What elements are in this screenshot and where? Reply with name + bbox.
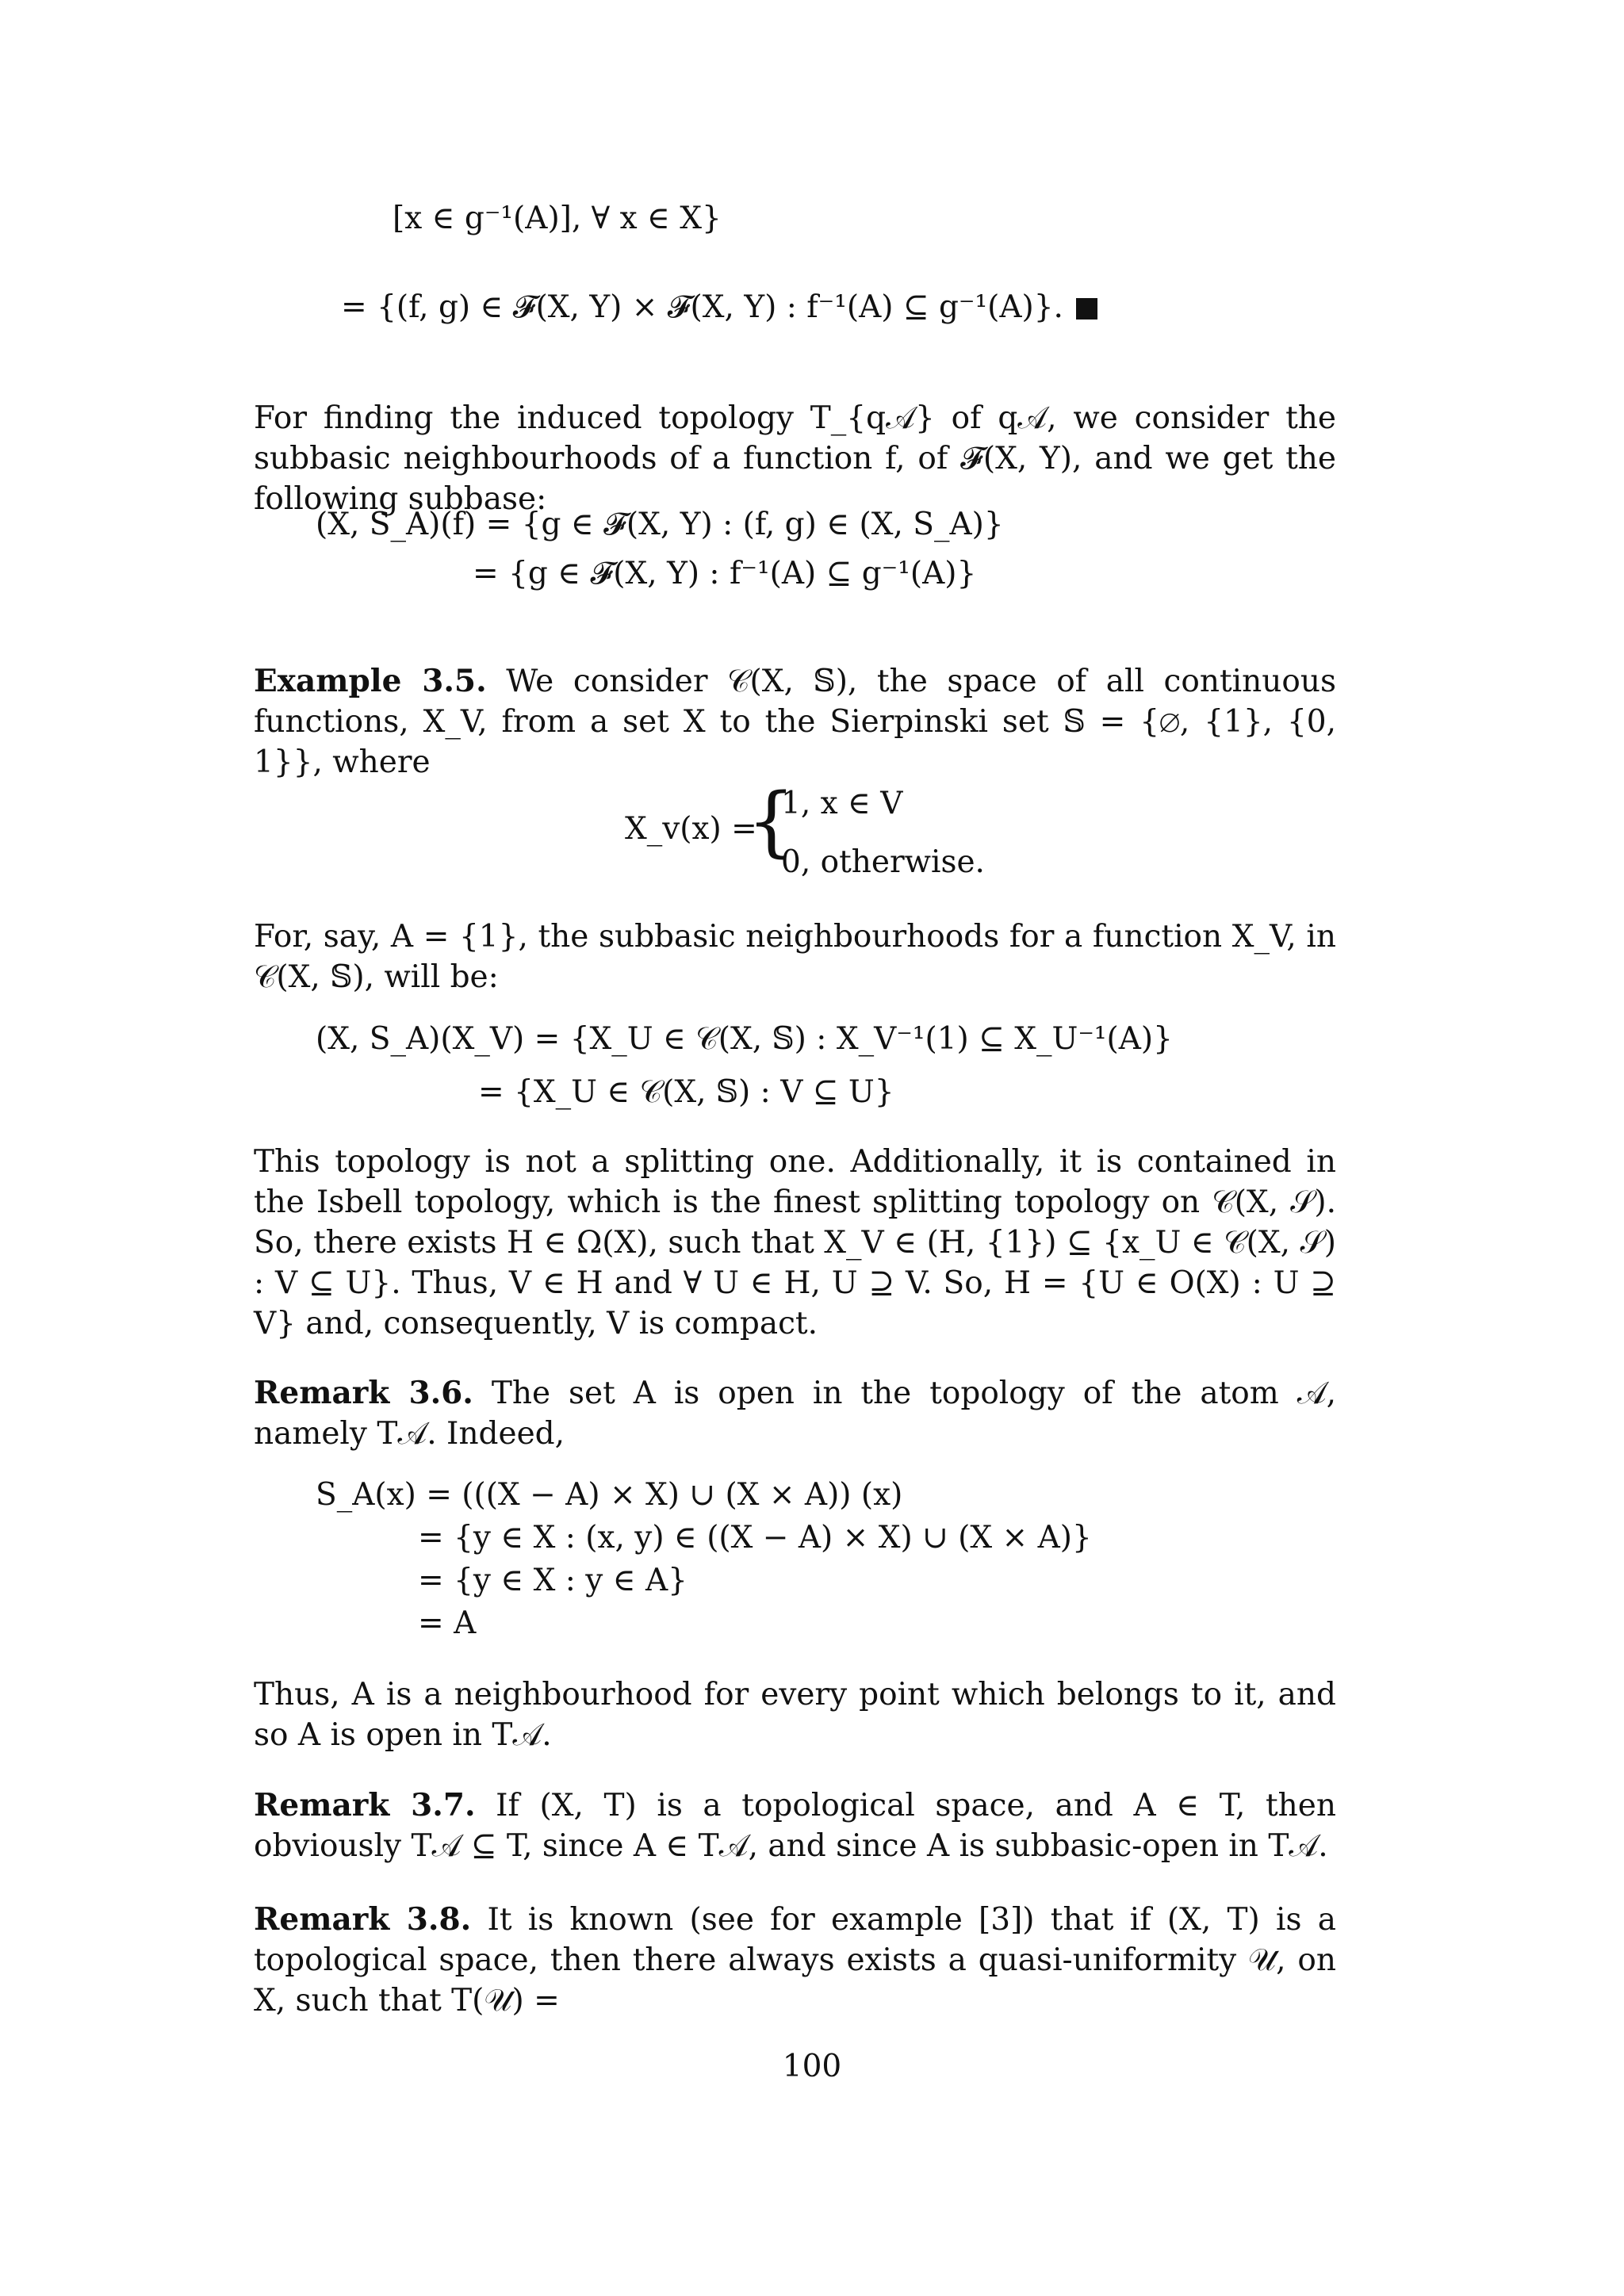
equation-3-line-3: = {y ∈ X : y ∈ A} — [418, 1563, 688, 1598]
remark-3-6 — [254, 1373, 1336, 1454]
equation-3-line-2: = {y ∈ X : (x, y) ∈ ((X − A) × X) ∪ (X × A)} — [418, 1520, 1092, 1556]
piecewise-lhs: X_v(x) = — [625, 811, 757, 847]
paragraph-induced-topology: For finding the induced topology T_{q𝒜} of q𝒜, we consider the subbasic neighbourhoods of a function f, of 𝓕(X, Y), and we get the following subbase: — [254, 400, 1336, 517]
piecewise-brace: { — [747, 777, 796, 866]
remark-3-7 — [254, 1785, 1336, 1866]
remark-3-7-text: If (X, T) is a topological space, and A ∈ T, then obviously T𝒜 ⊆ T, since A ∈ T𝒜, and since A is subbasic-open in T𝒜. — [254, 1788, 1336, 1864]
remark-3-8-label: Remark 3.8. — [254, 1901, 472, 1938]
top-math-line-1: [x ∈ g⁻¹(A)], ∀ x ∈ X} — [393, 201, 722, 236]
piecewise-case-2: 0, otherwise. — [781, 844, 985, 880]
page-number: 100 — [782, 2049, 842, 2084]
paragraph-a-open: Thus, A is a neighbourhood for every point which belongs to it, and so A is open in T𝒜. — [254, 1677, 1336, 1753]
piecewise-case-1: 1, x ∈ V — [781, 786, 903, 821]
paragraph-subbasic-neighbourhoods: For, say, A = {1}, the subbasic neighbourhoods for a function X_V, in 𝒞(X, 𝕊), will be: — [254, 919, 1336, 995]
remark-3-7-label: Remark 3.7. — [254, 1787, 476, 1823]
paragraph-isbell-topology: This topology is not a splitting one. Additionally, it is contained in the Isbell topology, which is the finest splitting topology on 𝒞(X, 𝒮). So, there exists H ∈ Ω(X), such that X_V ∈ (H, {1}) ⊆ {x_U ∈ 𝒞(X, 𝒮) : V ⊆ U}. Thus, V ∈ H and ∀ U ∈ H, U ⊇ V. So, H = {U ∈ O(X) : U ⊇ V} and, consequently, V is compact. — [254, 1144, 1336, 1341]
remark-3-6-label: Remark 3.6. — [254, 1375, 473, 1411]
equation-2-line-1: (X, S_A)(X_V) = {X_U ∈ 𝒞(X, 𝕊) : X_V⁻¹(1) ⊆ X_U⁻¹(A)} — [316, 1021, 1173, 1057]
top-math-line-2 — [341, 287, 1097, 327]
top-math-line-2-text: = {(f, g) ∈ 𝓕(X, Y) × 𝓕(X, Y) : f⁻¹(A) ⊆ g⁻¹(A)}. — [341, 289, 1063, 325]
qed-square-icon — [1076, 298, 1097, 320]
equation-1-line-1: (X, S_A)(f) = {g ∈ 𝓕(X, Y) : (f, g) ∈ (X, S_A)} — [316, 507, 1004, 542]
equation-2-line-2: = {X_U ∈ 𝒞(X, 𝕊) : V ⊆ U} — [478, 1074, 894, 1110]
example-3-5 — [254, 661, 1336, 783]
equation-1-line-2: = {g ∈ 𝓕(X, Y) : f⁻¹(A) ⊆ g⁻¹(A)} — [473, 556, 977, 591]
remark-3-8-text: It is known (see for example [3]) that if (X, T) is a topological space, then there always exists a quasi-uniformity 𝒰, on X, such that T(𝒰) = — [254, 1902, 1336, 2019]
remark-3-6-text: The set A is open in the topology of the atom 𝒜, namely T𝒜. Indeed, — [254, 1376, 1336, 1452]
equation-3-line-1: S_A(x) = (((X − A) × X) ∪ (X × A)) (x) — [316, 1477, 903, 1513]
example-3-5-text: We consider 𝒞(X, 𝕊), the space of all continuous functions, X_V, from a set X to the Sierpinski set 𝕊 = {∅, {1}, {0, 1}}, where — [254, 664, 1336, 780]
example-3-5-label: Example 3.5. — [254, 663, 487, 699]
remark-3-8 — [254, 1900, 1336, 2021]
equation-3-line-4: = A — [418, 1605, 477, 1641]
